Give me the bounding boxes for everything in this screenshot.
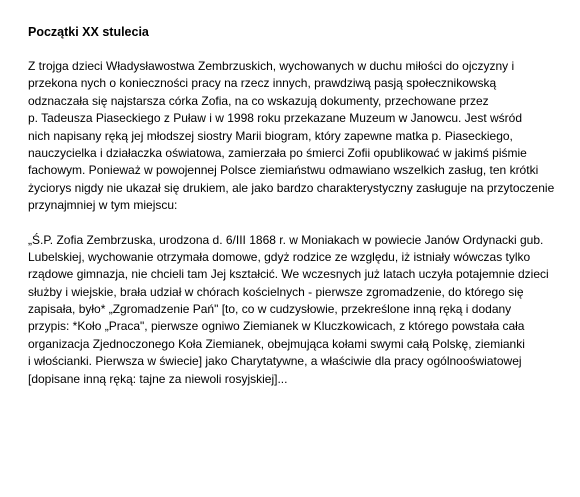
paragraph-line: Lubelskiej, wychowanie otrzymała domowe, gdyż rodzice ze względu, iż istniały wówczas tylko [28, 249, 531, 264]
quoted-biography-paragraph [28, 232, 568, 389]
paragraph-line: życiorys nigdy nie ukazał się drukiem, ale jako bardzo charakterystyczny zasługuje na przytoczenie [28, 180, 555, 195]
paragraph-line: fachowym. Ponieważ w powojennej Polsce ziemiaństwu odmawiano wszelkich zasług, ten krótki [28, 163, 539, 178]
paragraph-line: rządowe gimnazja, nie chcieli tam Jej kształcić. We wczesnych już latach uczyła potajemnie dzieci [28, 267, 549, 282]
section-title: Początki XX stulecia [28, 25, 149, 39]
paragraph-line: organizacja Zjednoczonego Koła Ziemianek, obejmująca kołami swymi całą Polskę, ziemianki [28, 336, 525, 351]
paragraph-line: odznaczała się najstarsza córka Zofia, na co wskazują dokumenty, przechowane przez [28, 93, 489, 108]
paragraph-line: i włościanki. Pierwsza w świecie] jako Charytatywne, a właściwie dla pracy ogólnooświatowej [28, 354, 522, 369]
paragraph-line: „Ś.P. Zofia Zembrzuska, urodzona d. 6/III 1868 r. w Moniakach w powiecie Janów Ordynacki gub. [28, 232, 544, 247]
paragraph-line: zapisała, było* „Zgromadzenie Pań" [to, co w cudzysłowie, przekreślone inną ręką i dodany [28, 302, 512, 317]
paragraph-line: przypis: *Koło „Praca", pierwsze ogniwo Ziemianek w Kluczkowicach, z którego powstała cała [28, 319, 525, 334]
intro-paragraph [28, 58, 568, 215]
paragraph-line: p. Tadeusza Piaseckiego z Puław i w 1998 roku przekazane Muzeum w Janowcu. Jest wśród [28, 111, 523, 126]
paragraph-line: służby i wiejskie, brała udział w chórach kościelnych - pierwsze zgromadzenie, do którego się [28, 284, 524, 299]
paragraph-line: przynajmniej w tym miejscu: [28, 198, 178, 213]
paragraph-line: Z trojga dzieci Władysławostwa Zembrzuskich, wychowanych w duchu miłości do ojczyzny i [28, 59, 515, 73]
paragraph-line: nauczycielka i działaczka oświatowa, zamierzała po śmierci Zofii opublikować w jakimś piśmie [28, 145, 527, 160]
paragraph-line: [dopisane inną ręką: tajne za niewoli rosyjskiej]... [28, 371, 288, 386]
paragraph-line: przekona nych o konieczności pracy na rzecz innych, prawdziwą pasją społecznikowską [28, 76, 497, 91]
paragraph-line: nich napisany ręką jej młodszej siostry Marii biogram, który zapewne matka p. Piaseckiego, [28, 128, 513, 143]
article [28, 24, 568, 388]
